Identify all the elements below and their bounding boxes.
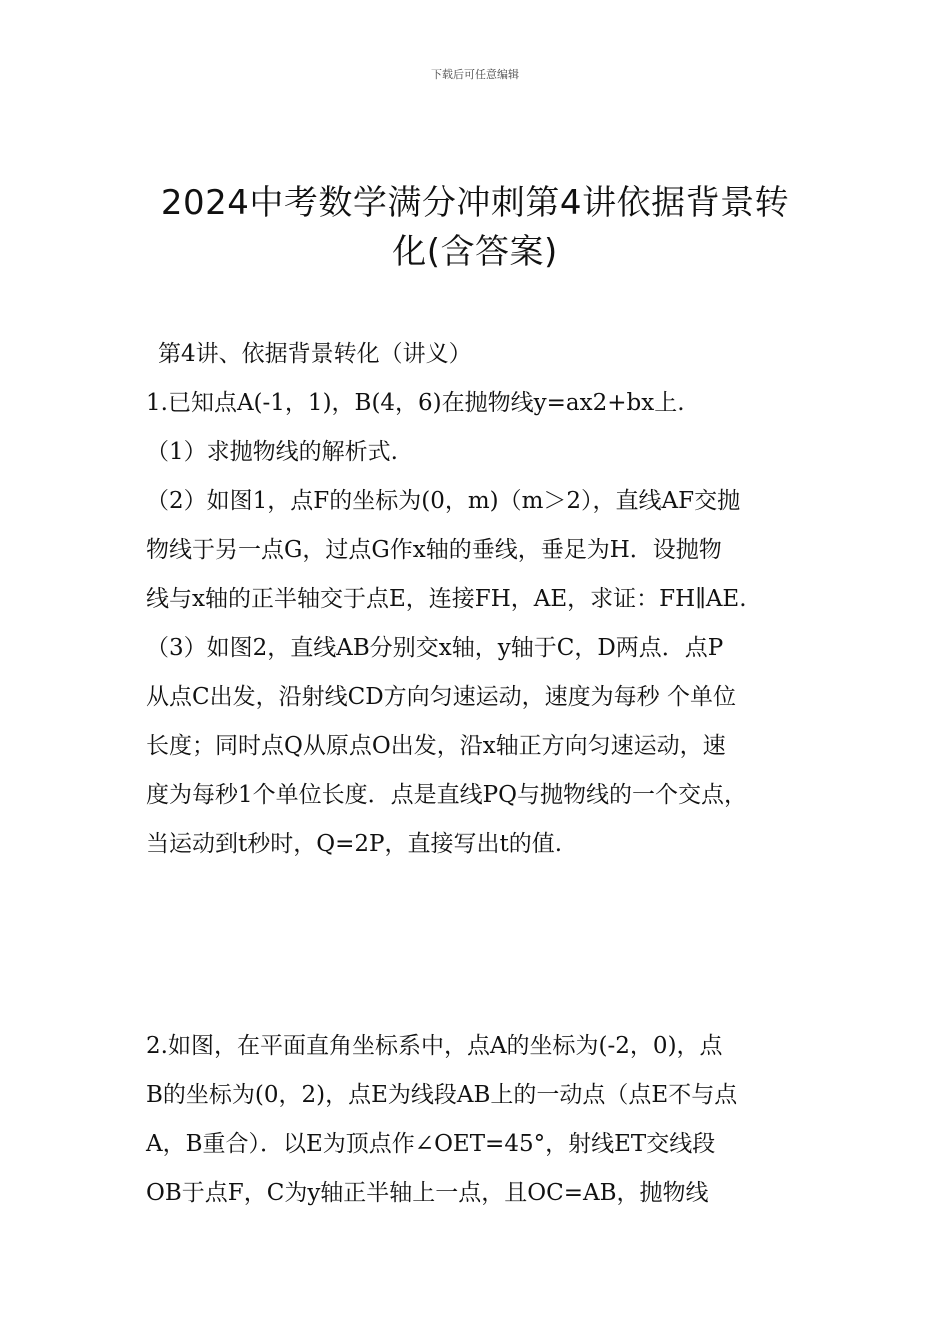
question-1-line: 物线于另一点G，过点G作x轴的垂线，垂足为H．设抛物	[146, 537, 722, 563]
title-line-1: 2024中考数学满分冲刺第4讲依据背景转	[160, 183, 790, 223]
question-2-line: A，B重合）．以E为顶点作∠OET=45°，射线ET交线段	[146, 1131, 716, 1157]
question-1-line: 长度；同时点Q从原点O出发，沿x轴正方向匀速运动，速	[146, 733, 726, 759]
question-1-line: 度为每秒1个单位长度．点是直线PQ与抛物线的一个交点，	[146, 782, 747, 808]
question-2-line: B的坐标为(0，2)，点E为线段AB上的一动点（点E不与点	[146, 1082, 738, 1108]
question-1-line: 线与x轴的正半轴交于点E，连接FH，AE，求证：FH∥AE.	[146, 586, 747, 612]
section-2	[146, 1022, 836, 1218]
question-2-line: OB于点F，C为y轴正半轴上一点，且OC=AB，抛物线	[146, 1180, 709, 1206]
question-1-line: 1.已知点A(-1，1)，B(4，6)在抛物线y=ax2+bx上.	[146, 390, 685, 416]
question-1-line: （2）如图1，点F的坐标为(0，m)（m＞2），直线AF交抛	[146, 488, 741, 514]
header-note: 下载后可任意编辑	[431, 68, 519, 81]
question-1-line: 当运动到t秒时，Q=2P，直接写出t的值.	[146, 831, 563, 857]
question-1-line: （3）如图2，直线AB分别交x轴，y轴于C，D两点．点P	[146, 635, 724, 661]
section-heading: 第4讲、依据背景转化（讲义）	[158, 341, 472, 367]
question-1-line: 从点C出发，沿射线CD方向匀速运动，速度为每秒 个单位	[146, 684, 736, 710]
document-title	[120, 178, 830, 276]
title-line-2: 化(含答案)	[392, 232, 558, 272]
question-2-line: 2.如图，在平面直角坐标系中，点A的坐标为(-2，0)，点	[146, 1033, 723, 1059]
question-1-line: （1）求抛物线的解析式.	[146, 439, 398, 465]
section-1	[146, 330, 836, 869]
